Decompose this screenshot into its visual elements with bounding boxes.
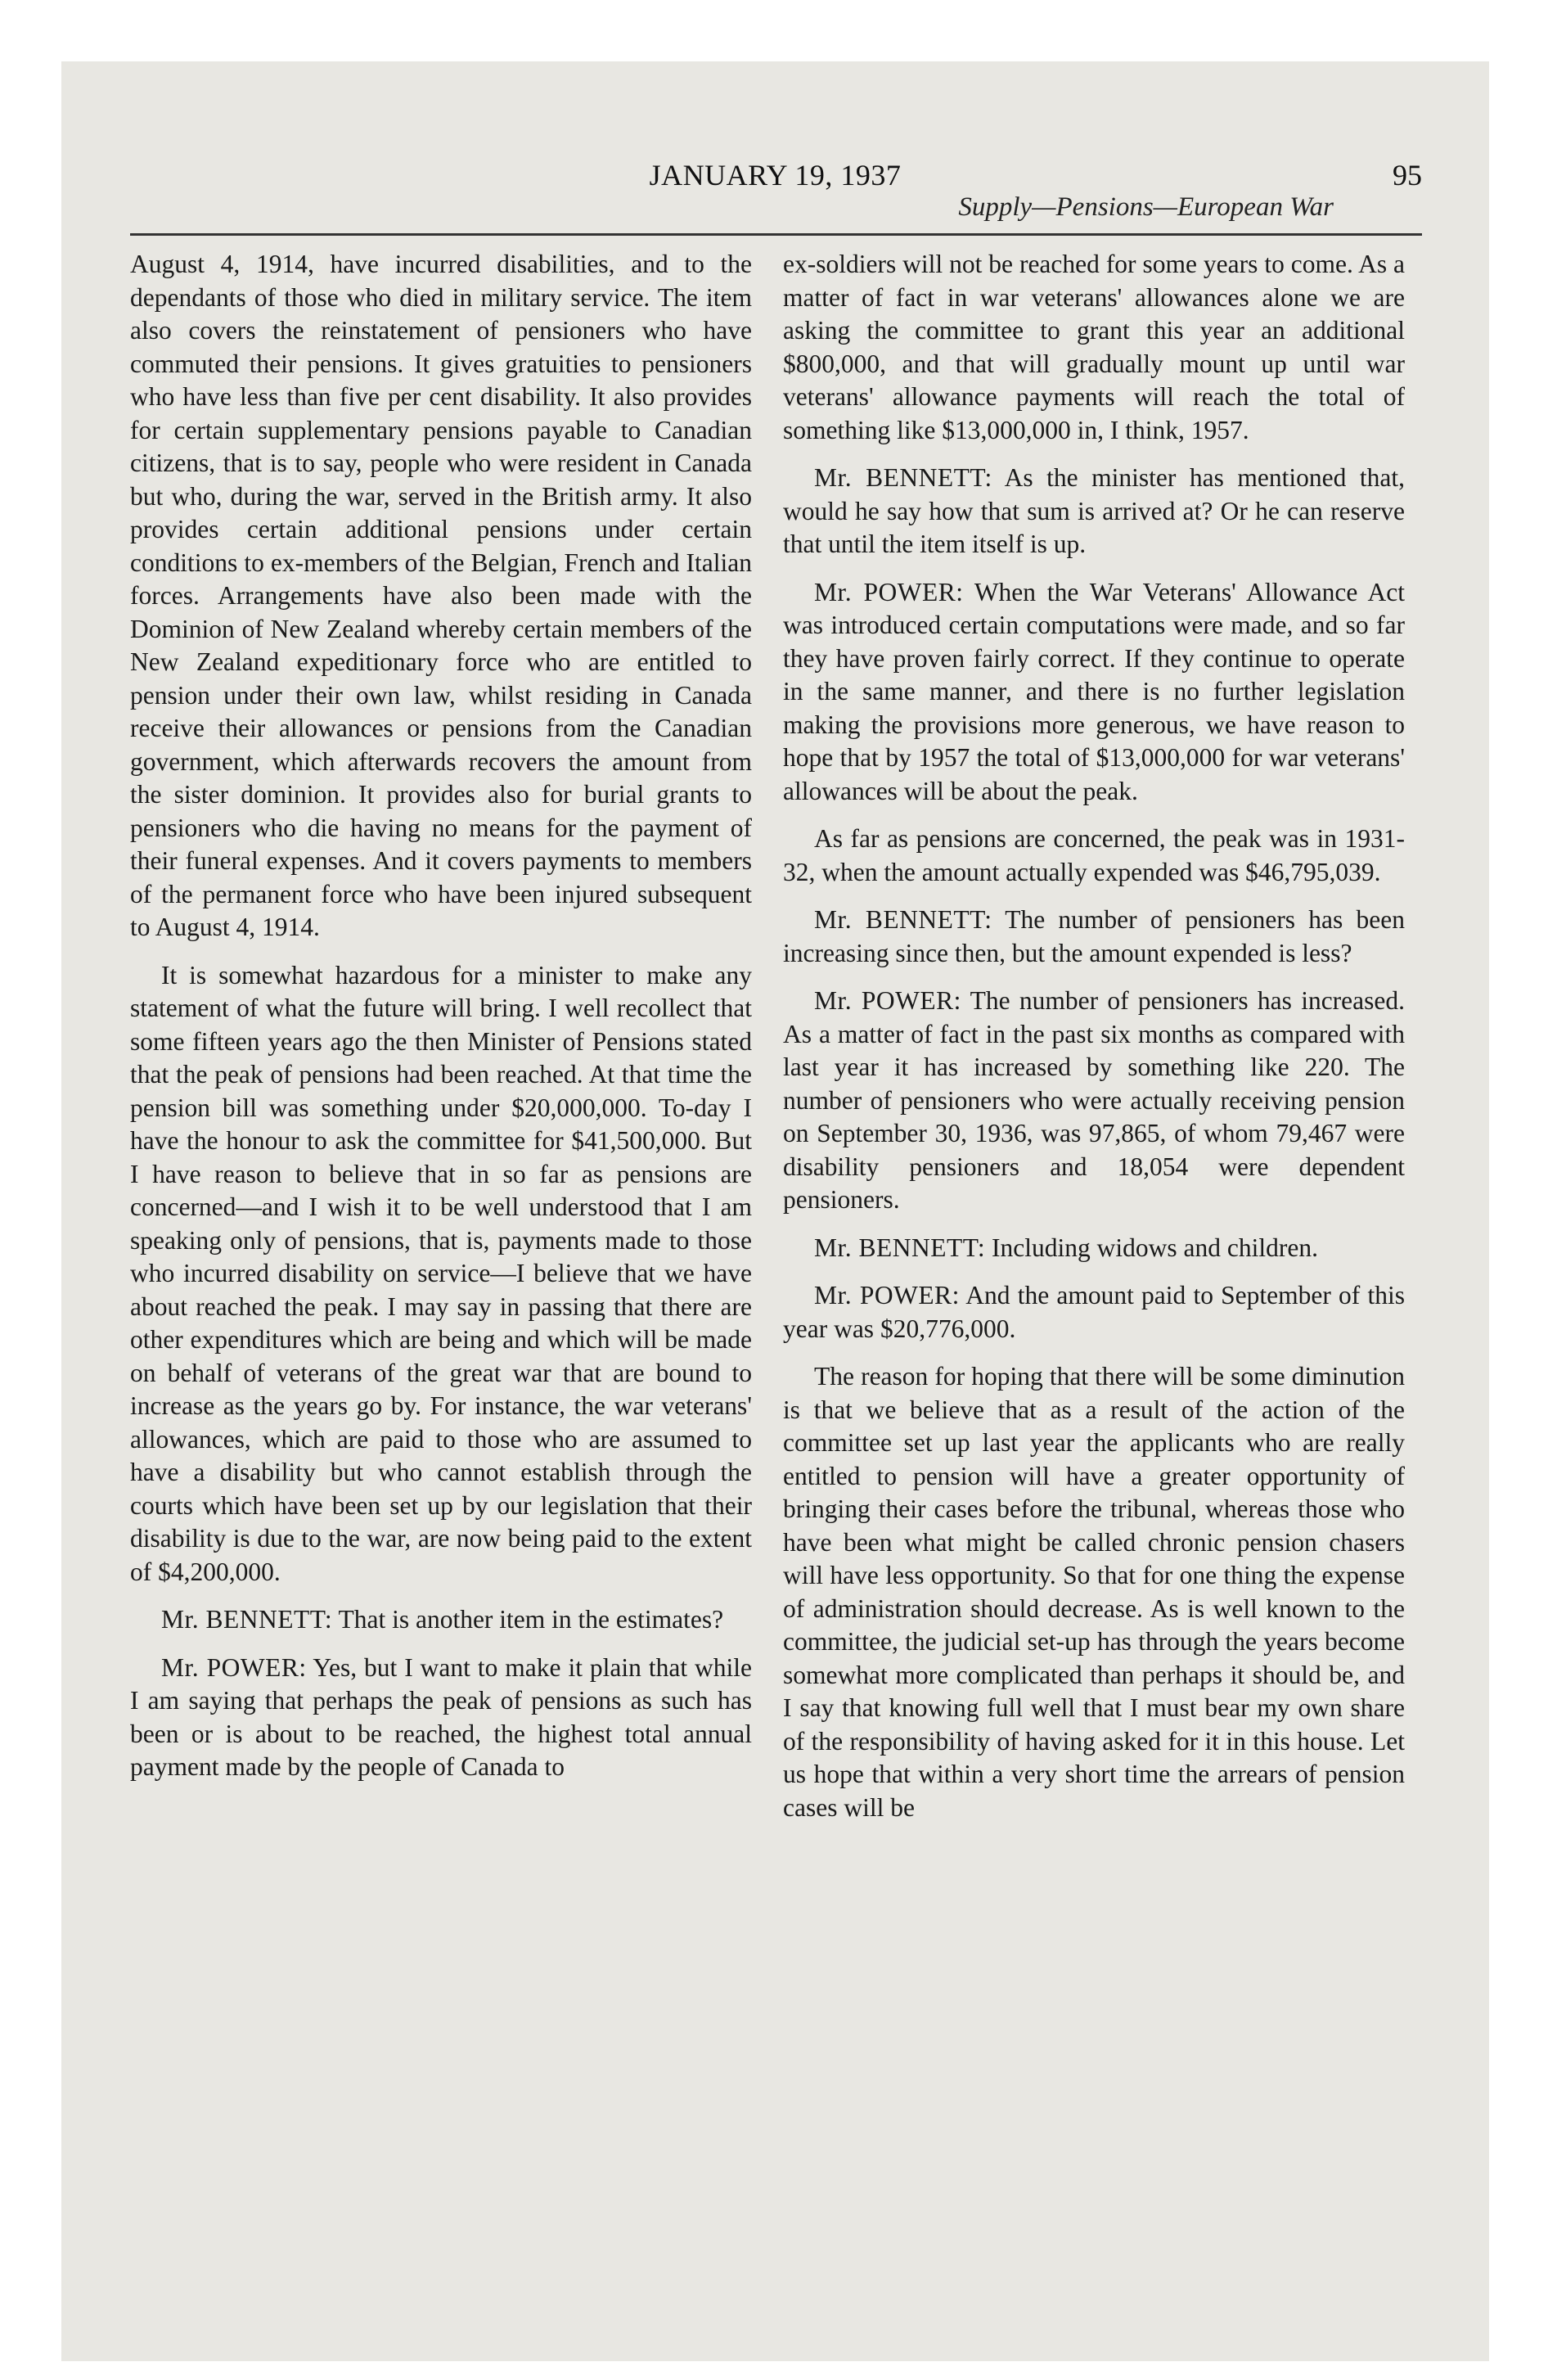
- speaker-name: Mr. POWER:: [161, 1652, 307, 1682]
- speaker-name: Mr. BENNETT:: [814, 463, 992, 492]
- paragraph-text: As far as pensions are concerned, the peak was in 1931-32, when the amount actually expended was $46,795,039.: [783, 824, 1405, 886]
- scanned-page: [61, 61, 1489, 2361]
- paragraph: [783, 1279, 1405, 1346]
- paragraph-text: That is another item in the estimates?: [338, 1605, 724, 1634]
- paragraph-text: August 4, 1914, have incurred disabilities, and to the dependants of those who died in military service. The item also covers the reinstatement of pensioners who have commuted their pensions. It gives gratuities to pensioners who have less than five per cent disability. It also provides for certain supplementary pensions payable to Canadian citizens, that is to say, people who were resident in Canada but who, during the war, served in the British army. It also provides certain additional pensions under certain conditions to ex-members of the Belgian, French and Italian forces. Arrangements have also been made with the Dominion of New Zealand whereby certain members of the New Zealand expeditionary force who are entitled to pension under their own law, whilst residing in Canada receive their allowances or pensions from the Canadian government, which afterwards recovers the amount from the sister dominion. It provides also for burial grants to pensioners who die having no means for the payment of their funeral expenses. And it covers payments to members of the permanent force who have been injured subsequent to August 4, 1914.: [130, 250, 752, 941]
- paragraph: [130, 1652, 752, 1784]
- paragraph-text: As the minister has mentioned that, would he say how that sum is arrived at? Or he can reserve that until the item itself is up.: [783, 463, 1406, 558]
- paragraph-text: When the War Veterans' Allowance Act was introduced certain computations were made, and so far they have proven fairly correct. If they continue to operate in the same manner, and there is no further legislation making the provisions more generous, we have reason to hope that by 1957 the total of $13,000,000 for war veterans' allowances will be about the peak.: [783, 577, 1406, 805]
- paragraph: [783, 1232, 1405, 1265]
- paragraph-text: Yes, but I want to make it plain that while I am saying that perhaps the peak of pensions as such has been or is about to be reached, the highest total annual payment made by the people of Canada to: [130, 1652, 752, 1781]
- paragraph: [783, 985, 1405, 1217]
- paragraph: [783, 904, 1405, 970]
- paragraph: [783, 462, 1405, 561]
- header-subtitle: Supply—Pensions—European War: [958, 192, 1334, 222]
- speaker-name: Mr. BENNETT:: [161, 1605, 333, 1634]
- left-column: [130, 248, 752, 1799]
- header-date: JANUARY 19, 1937: [649, 159, 902, 192]
- paragraph: [130, 959, 752, 1589]
- paragraph-text: And the amount paid to September of this year was $20,776,000.: [783, 1281, 1405, 1343]
- speaker-name: Mr. POWER:: [814, 577, 964, 606]
- paragraph: [783, 1360, 1405, 1824]
- right-column: [783, 248, 1405, 1839]
- speaker-name: Mr. BENNETT:: [814, 905, 992, 934]
- paragraph: [783, 576, 1405, 809]
- paragraph: [783, 823, 1405, 889]
- paragraph-text: The number of pensioners has increased. As a matter of fact in the past six months as compared with last year it has increased by something like 220. The number of pensioners who were actually receiving pension on September 30, 1936, was 97,865, of whom 79,467 were disability pensioners and 18,054 were dependent pensioners.: [783, 986, 1405, 1214]
- paragraph-text: It is somewhat hazardous for a minister to make any statement of what the future will bring. I well recollect that some fifteen years ago the then Minister of Pensions stated that the peak of pensions had been reached. At that time the pension bill was something under $20,000,000. To-day I have the honour to ask the committee for $41,500,000. But I have reason to believe that in so far as pensions are concerned—and I wish it to be well understood that I am speaking only of pensions, that is, payments made to those who incurred disability on service—I believe that we have about reached the peak. I may say in passing that there are other expenditures which are being and which will be made on behalf of veterans of the great war that are bound to increase as the years go by. For instance, the war veterans' allowances, which are paid to those who are assumed to have a disability but who cannot establish through the courts which have been set up by our legislation that their disability is due to the war, are now being paid to the extent of $4,200,000.: [130, 960, 752, 1586]
- header-rule: [130, 233, 1422, 236]
- paragraph-text: The reason for hoping that there will be some diminution is that we believe that as a result of the action of the committee set up last year the applicants who are really entitled to pension will have a greater opportunity of bringing their cases before the tribunal, whereas those who have been what might be called chronic pension chasers will have less opportunity. So that for one thing the expense of administration should decrease. As is well known to the committee, the judicial set-up has through the years become somewhat more complicated than perhaps it should be, and I say that knowing full well that I must bear my own share of the responsibility of having asked for it in this house. Let us hope that within a very short time the arrears of pension cases will be: [783, 1362, 1405, 1822]
- speaker-name: Mr. POWER:: [814, 986, 961, 1015]
- paragraph: [130, 248, 752, 944]
- paragraph-text: The number of pensioners has been increasing since then, but the amount expended is less?: [783, 905, 1405, 967]
- paragraph-text: Including widows and children.: [992, 1233, 1318, 1262]
- paragraph: [130, 1603, 752, 1637]
- paragraph-text: ex-soldiers will not be reached for some years to come. As a matter of fact in war veterans' allowances alone we are asking the committee to grant this year an additional $800,000, and that will gradually mount up until war veterans' allowance payments will reach the total of something like $13,000,000 in, I think, 1957.: [783, 250, 1405, 444]
- speaker-name: Mr. POWER:: [814, 1281, 960, 1309]
- page-header: [61, 158, 1489, 222]
- paragraph: [783, 248, 1405, 447]
- page-number: 95: [1393, 159, 1422, 192]
- speaker-name: Mr. BENNETT:: [814, 1233, 986, 1262]
